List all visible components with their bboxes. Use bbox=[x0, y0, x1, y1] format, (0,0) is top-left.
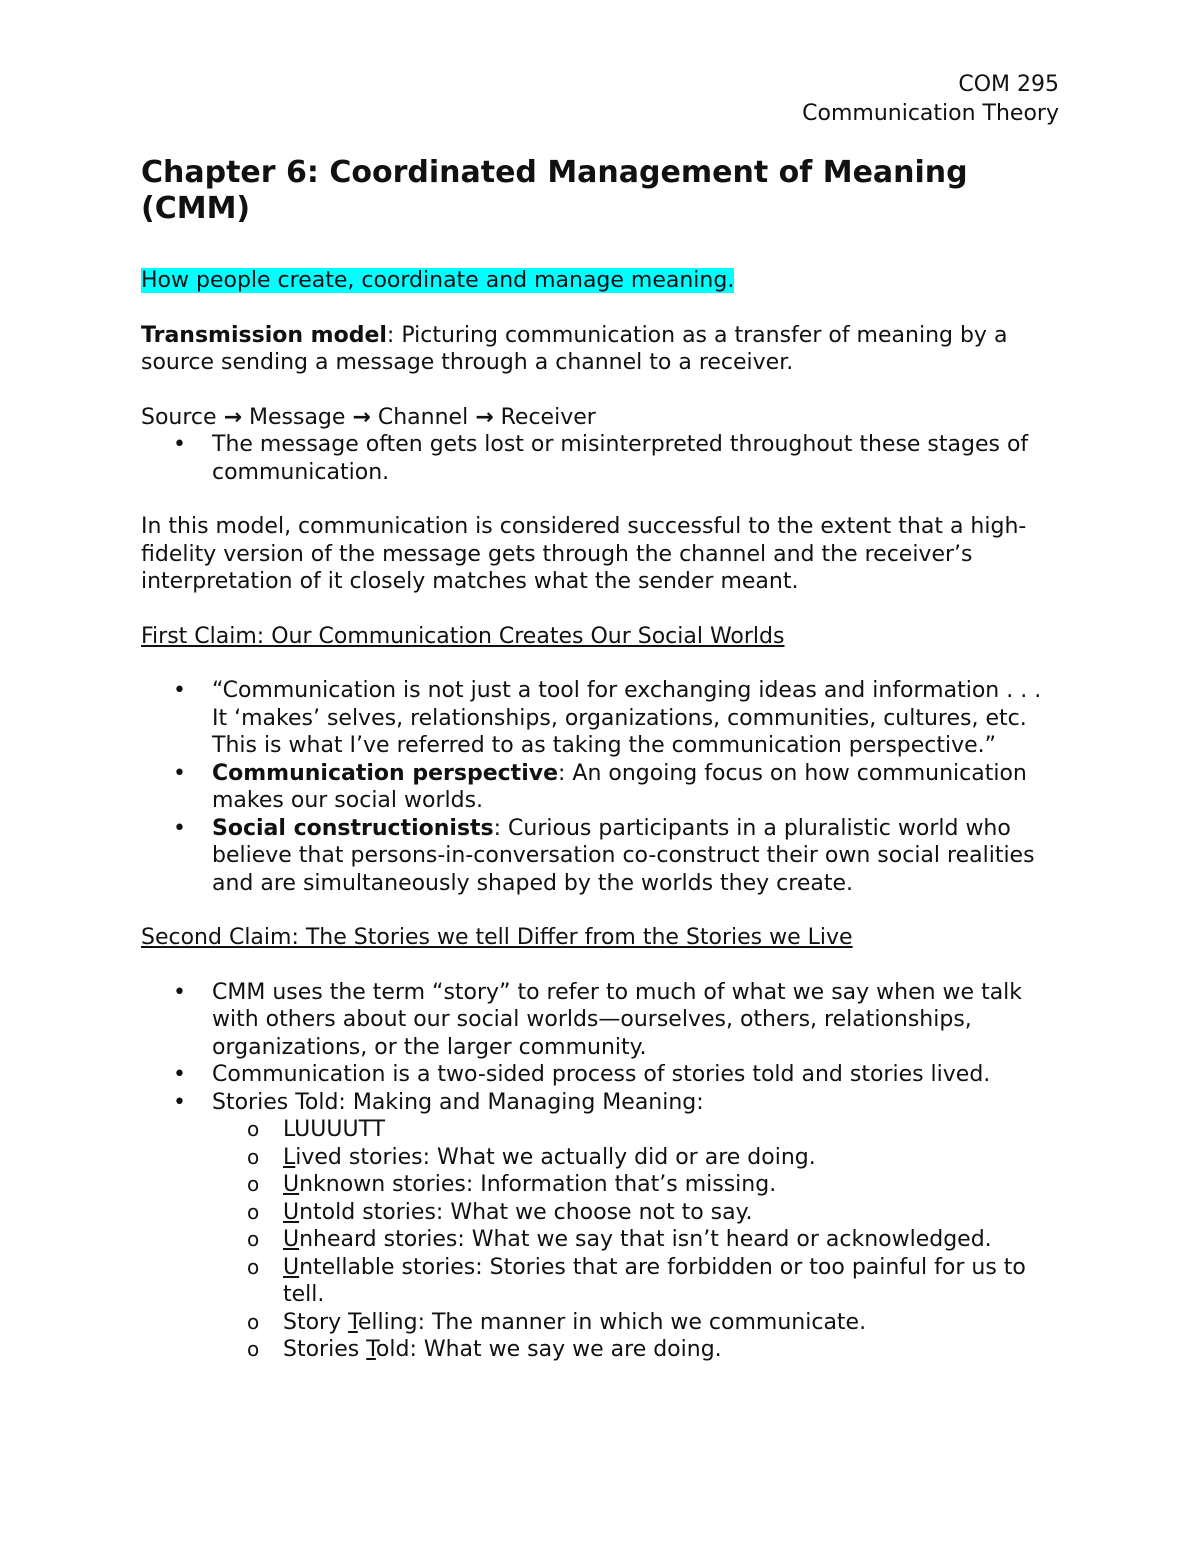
circle-bullet-icon: o bbox=[247, 1117, 260, 1141]
circle-bullet-icon: o bbox=[247, 1199, 260, 1224]
list-item: o Unknown stories: Information that’s missing. bbox=[247, 1172, 777, 1197]
bullet-icon: • bbox=[173, 815, 186, 841]
list-item: • “Communication is not just a tool for exchanging ideas and information . . . It ‘makes’ selves, relationships, organizations, communities, cultures, etc. This is what I’ve referred to as taking the communication perspective.” bbox=[173, 678, 1042, 758]
second-claim-bullets bbox=[141, 979, 1061, 1364]
bullet-icon: • bbox=[173, 979, 186, 1005]
second-claim-heading: Second Claim: The Stories we tell Differ from the Stories we Live bbox=[141, 925, 853, 950]
transmission-def: : Picturing communication as a transfer of meaning by a source sending a message through a channel to a receiver. bbox=[141, 322, 1008, 375]
course-code: COM 295 bbox=[958, 72, 1059, 97]
transmission-term: Transmission model bbox=[141, 322, 387, 348]
circle-bullet-icon: o bbox=[247, 1309, 260, 1334]
circle-bullet-icon: o bbox=[247, 1144, 260, 1169]
flow-bullets bbox=[141, 431, 1061, 486]
page-header bbox=[802, 70, 1059, 128]
list-item: • Stories Told: Making and Managing Meaning: o LUUUUTT o Lived stories: What we actually did or are doing. o Unknown stories: Information that’s missing. o Untold stories: What we choose not to say. o Unheard stories: What we say that isn’t heard or acknowledged. o Untellable stories: Stories that are forbidden or too painful for us to tell. o Story Telling: The manner in which we communicate. o Stories Told: What we say we are doing. bbox=[141, 1089, 1061, 1364]
flow-step-message: Message bbox=[249, 404, 346, 430]
model-success-paragraph: In this model, communication is considered successful to the extent that a high-fidelity version of the message gets through the channel and the receiver’s interpretation of it closely matches what the sender meant. bbox=[141, 514, 1027, 594]
story-types-list bbox=[212, 1116, 1061, 1364]
transmission-model-definition bbox=[141, 322, 1061, 377]
list-item: • Communication is a two-sided process of stories told and stories lived. bbox=[173, 1062, 991, 1087]
list-item: o Lived stories: What we actually did or are doing. bbox=[247, 1144, 816, 1170]
circle-bullet-icon: o bbox=[247, 1172, 260, 1196]
flow-step-source: Source bbox=[141, 404, 217, 430]
list-item: o Story Telling: The manner in which we communicate. bbox=[247, 1309, 867, 1335]
flow-step-receiver: Receiver bbox=[500, 404, 596, 430]
bullet-icon: • bbox=[173, 678, 186, 703]
circle-bullet-icon: o bbox=[247, 1337, 260, 1361]
arrow-icon: → bbox=[352, 404, 371, 430]
list-item: • The message often gets lost or misinterpreted throughout these stages of communication. bbox=[173, 432, 1029, 485]
bullet-icon: • bbox=[173, 1089, 186, 1115]
bullet-icon: • bbox=[173, 760, 186, 786]
course-name: Communication Theory bbox=[802, 101, 1059, 126]
first-claim-heading: First Claim: Our Communication Creates Our Social Worlds bbox=[141, 623, 785, 649]
bullet-icon: • bbox=[173, 1062, 186, 1087]
list-item: • Social constructionists: Curious participants in a pluralistic world who believe that persons-in-conversation co-construct their own social realities and are simultaneously shaped by the worlds they create. bbox=[173, 815, 1035, 896]
chapter-title: Chapter 6: Coordinated Management of Meaning (CMM) bbox=[141, 155, 968, 226]
list-item: o Stories Told: What we say we are doing. bbox=[247, 1337, 722, 1362]
list-item: o Unheard stories: What we say that isn’t heard or acknowledged. bbox=[247, 1227, 992, 1252]
list-item: o LUUUUTT bbox=[247, 1117, 386, 1142]
list-item: o Untellable stories: Stories that are forbidden or too painful for us to tell. bbox=[247, 1254, 1026, 1307]
flow-line bbox=[141, 404, 1061, 432]
intro-line bbox=[141, 267, 1061, 295]
circle-bullet-icon: o bbox=[247, 1227, 260, 1251]
first-claim-bullets bbox=[141, 677, 1061, 897]
list-item: • CMM uses the term “story” to refer to much of what we say when we talk with others about our social worlds—ourselves, others, relationships, organizations, or the larger community. bbox=[173, 979, 1023, 1060]
list-item: • Communication perspective: An ongoing focus on how communication makes our social worlds. bbox=[173, 760, 1027, 813]
flow-step-channel: Channel bbox=[377, 404, 469, 430]
list-item: o Untold stories: What we choose not to say. bbox=[247, 1199, 753, 1225]
bullet-icon: • bbox=[173, 432, 186, 457]
arrow-icon: → bbox=[475, 404, 494, 430]
arrow-icon: → bbox=[223, 404, 242, 430]
intro-highlight: How people create, coordinate and manage meaning. bbox=[141, 268, 735, 293]
document-body bbox=[141, 155, 1061, 1391]
circle-bullet-icon: o bbox=[247, 1254, 260, 1279]
